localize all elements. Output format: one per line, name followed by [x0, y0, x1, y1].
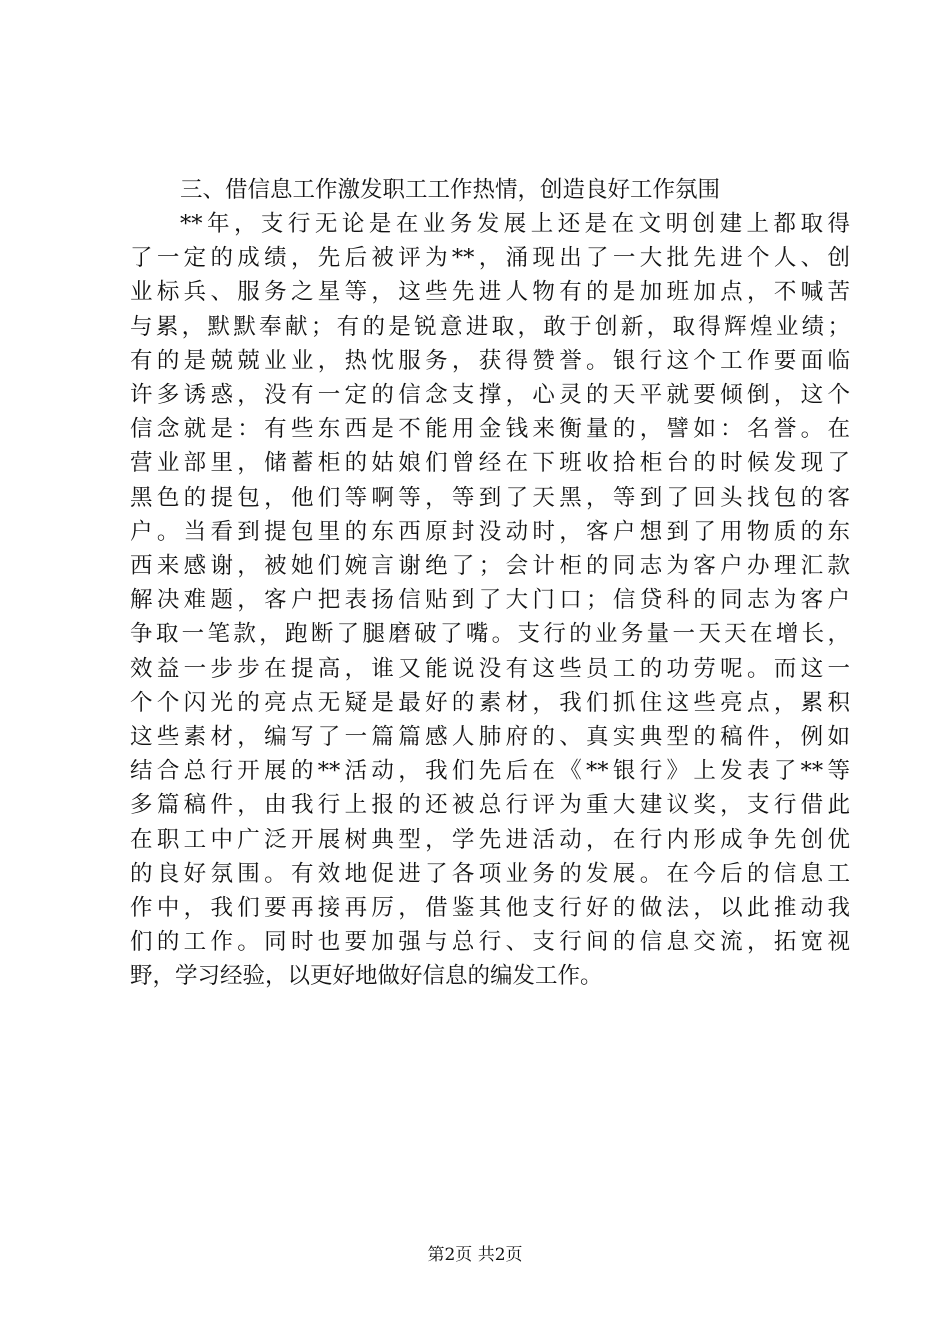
paragraph-line: 这些素材，编写了一篇篇感人肺府的、真实典型的稿件，例如	[130, 724, 850, 751]
paragraph-line: **年，支行无论是在业务发展上还是在文明创建上都取得	[180, 211, 850, 237]
paragraph-line: 信念就是：有些东西是不能用金钱来衡量的，譬如：名誉。在	[130, 416, 850, 443]
paragraph-line: 结合总行开展的**活动，我们先后在《**银行》上发表了**等	[130, 758, 850, 785]
paragraph-line: 户。当看到提包里的东西原封没动时，客户想到了用物质的东	[130, 518, 850, 545]
paragraph-line: 效益一步步在提高，谁又能说没有这些员工的功劳呢。而这一	[130, 655, 850, 682]
paragraph-line: 西来感谢，被她们婉言谢绝了；会计柜的同志为客户办理汇款	[130, 553, 850, 580]
paragraph-line: 解决难题，客户把表扬信贴到了大门口；信贷科的同志为客户	[130, 587, 850, 614]
body-paragraph	[130, 207, 850, 994]
paragraph-line: 有的是兢兢业业，热忱服务，获得赞誉。银行这个工作要面临	[130, 347, 850, 374]
paragraph-line: 的良好氛围。有效地促进了各项业务的发展。在今后的信息工	[130, 860, 850, 887]
paragraph-line: 们的工作。同时也要加强与总行、支行间的信息交流，拓宽视	[130, 929, 850, 956]
paragraph-line: 个个闪光的亮点无疑是最好的素材，我们抓住这些亮点，累积	[130, 689, 850, 716]
paragraph-line: 争取一笔款，跑断了腿磨破了嘴。支行的业务量一天天在增长，	[130, 621, 850, 648]
paragraph-line: 作中，我们要再接再厉，借鉴其他支行好的做法，以此推动我	[130, 895, 850, 922]
paragraph-line: 许多诱惑，没有一定的信念支撑，心灵的天平就要倾倒，这个	[130, 382, 850, 409]
paragraph-line: 多篇稿件，由我行上报的还被总行评为重大建议奖，支行借此	[130, 792, 850, 819]
paragraph-line: 了一定的成绩，先后被评为**，涌现出了一大批先进个人、创	[130, 245, 850, 272]
paragraph-line: 营业部里，储蓄柜的姑娘们曾经在下班收拾柜台的时候发现了	[130, 450, 850, 477]
paragraph-line: 与累，默默奉献；有的是锐意进取，敢于创新，取得辉煌业绩；	[130, 313, 850, 340]
paragraph-line: 业标兵、服务之星等，这些先进人物有的是加班加点，不喊苦	[130, 279, 850, 306]
paragraph-line: 黑色的提包，他们等啊等，等到了天黑，等到了回头找包的客	[130, 484, 850, 511]
paragraph-line: 在职工中广泛开展树典型，学先进活动，在行内形成争先创优	[130, 826, 850, 853]
page-footer: 第2页 共2页	[427, 1245, 523, 1265]
section-heading: 三、借信息工作激发职工工作热情，创造良好工作氛围	[180, 177, 721, 203]
paragraph-line: 野，学习经验，以更好地做好信息的编发工作。	[130, 963, 603, 990]
